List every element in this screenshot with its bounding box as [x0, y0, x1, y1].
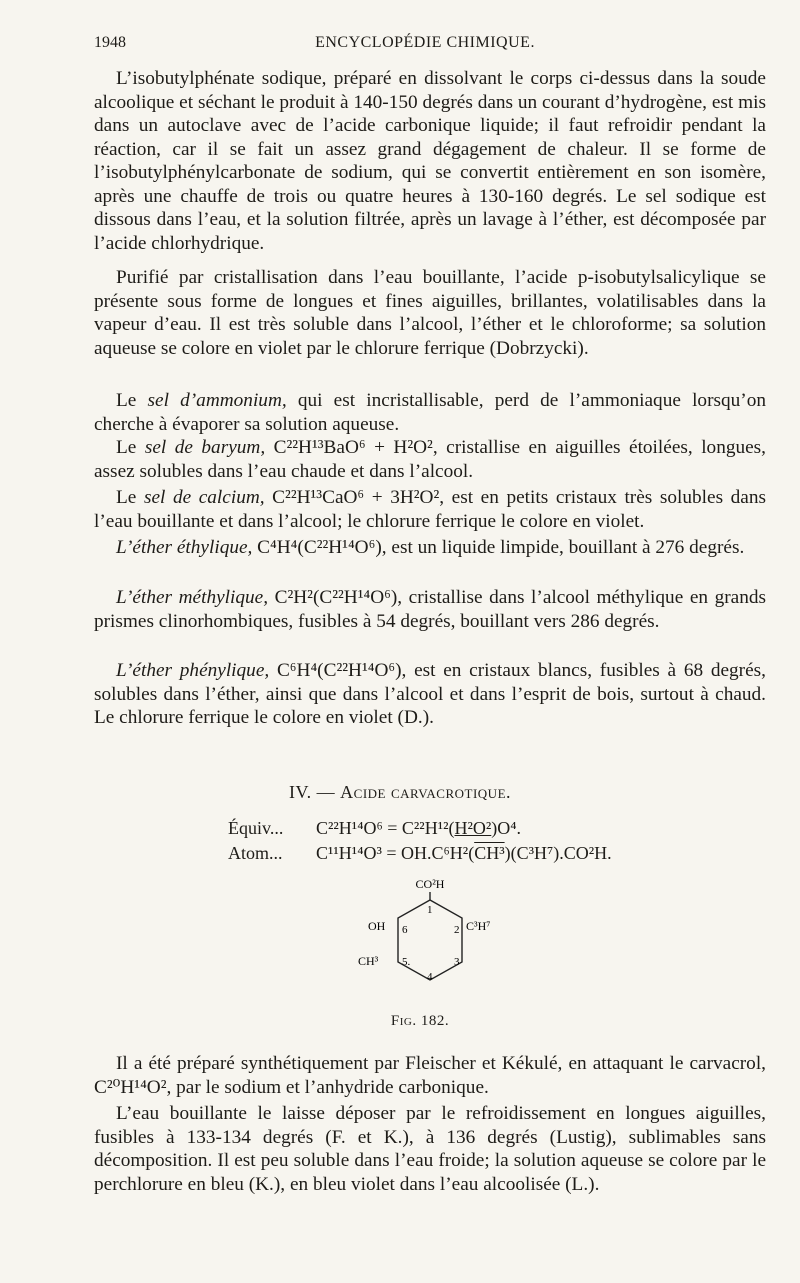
paragraph-ammonium-salt: Le sel d’ammonium, qui est incristallisable, perd de l’ammoniaque lorsqu’on cherche à évaporer sa solution aqueuse. [94, 390, 766, 435]
position-5: 5. [402, 956, 411, 968]
equivalent-formula: Équiv... C²²H¹⁴O⁶ = C²²H¹²(H²O²)O⁴. [228, 818, 522, 838]
running-title: ENCYCLOPÉDIE CHIMIQUE. [315, 34, 535, 51]
position-1: 1 [427, 904, 433, 916]
position-2: 2 [454, 924, 460, 936]
paragraph-purification: Purifié par cristallisation dans l’eau bouillante, l’acide p-isobutylsalicylique se présente sous forme de longues et fines aiguilles, brillantes, volatilisables dans la vapeur d’eau. Il est très soluble dans l’alcool, l’éther et le chloroforme; sa solution aqueuse se colore en violet par le chlorure ferrique (Dobrzycki). [94, 267, 766, 359]
paragraph-phenyl-ether: L’éther phénylique, C⁶H⁴(C²²H¹⁴O⁶), est en cristaux blancs, fusibles à 68 degrés, solubles dans l’éther, ainsi que dans l’alcool et dans l’esprit de bois, surtout à chaud. Le chlorure ferrique le colore en violet (D.). [94, 660, 766, 728]
atom-label: Atom... [228, 843, 283, 863]
paragraph-properties: L’eau bouillante le laisse déposer par le refroidissement en longues aiguilles, fusibles à 133-134 degrés (F. et K.), à 136 degrés (Lustig), sublimables sans décomposition. Il est peu soluble dans l’eau froide; la solution aqueuse se colore par le perchlorure en bleu (K.), en bleu violet dans l’eau alcoolisée (L.). [94, 1103, 766, 1195]
figure-caption: Fig. 182. [390, 1013, 450, 1029]
paragraph-barium-salt: Le sel de baryum, C²²H¹³BaO⁶ + H²O², cristallise en aiguilles étoilées, longues, assez solubles dans l’eau chaude et dans l’alcool. [94, 437, 766, 482]
position-3: 3 [454, 956, 460, 968]
substituent-methyl: CH³ [358, 954, 379, 968]
substituent-carboxyl: CO²H [415, 877, 445, 891]
substituent-hydroxyl: OH [368, 919, 386, 933]
paragraph-ethyl-ether: L’éther éthylique, C⁴H⁴(C²²H¹⁴O⁶), est un liquide limpide, bouillant à 276 degrés. [116, 537, 745, 558]
paragraph-synthesis: Il a été préparé synthétiquement par Fleischer et Kékulé, en attaquant le carvacrol, C²⁰H¹⁴O², par le sodium et l’anhydride carbonique. [94, 1053, 766, 1098]
benzene-ring-figure [330, 870, 530, 1010]
paragraph-isobutylphenate: L’isobutylphénate sodique, préparé en dissolvant le corps ci-dessus dans la soude alcoolique et séchant le produit à 140-150 degrés dans un courant d’hydrogène, est mis dans un autoclave avec de l’acide carbonique liquide; il faut refroidir pendant la réaction, car il se fait un assez grand dégagement de chaleur. Il se forme de l’isobutylphénylcarbonate de sodium, qui se convertit entièrement en son isomère, après une chauffe de trois ou quatre heures à 130-160 degrés. Le sel sodique est dissous dans l’eau, et la solution filtrée, après un lavage à l’éther, est décomposée par l’acide chlorhydrique. [94, 68, 766, 254]
substituent-propyl: C³H⁷ [466, 919, 491, 933]
equiv-label: Équiv... [228, 818, 284, 838]
paragraph-calcium-salt: Le sel de calcium, C²²H¹³CaO⁶ + 3H²O², est en petits cristaux très solubles dans l’eau bouillante et dans l’alcool; le chlorure ferrique le colore en violet. [94, 487, 767, 532]
running-header [94, 30, 756, 56]
position-6: 6 [402, 924, 408, 936]
section-heading: IV. — Acide carvacrotique. [288, 782, 512, 802]
atomic-formula: Atom... C¹¹H¹⁴O³ = OH.C⁶H²(CH³)(C³H⁷).CO²H. [228, 843, 612, 863]
page-number: 1948 [94, 34, 126, 51]
position-4: 4 [427, 971, 433, 983]
paragraph-methyl-ether: L’éther méthylique, C²H²(C²²H¹⁴O⁶), cristallise dans l’alcool méthylique en grands prismes clinorhombiques, fusibles à 54 degrés, bouillant vers 286 degrés. [94, 587, 766, 632]
